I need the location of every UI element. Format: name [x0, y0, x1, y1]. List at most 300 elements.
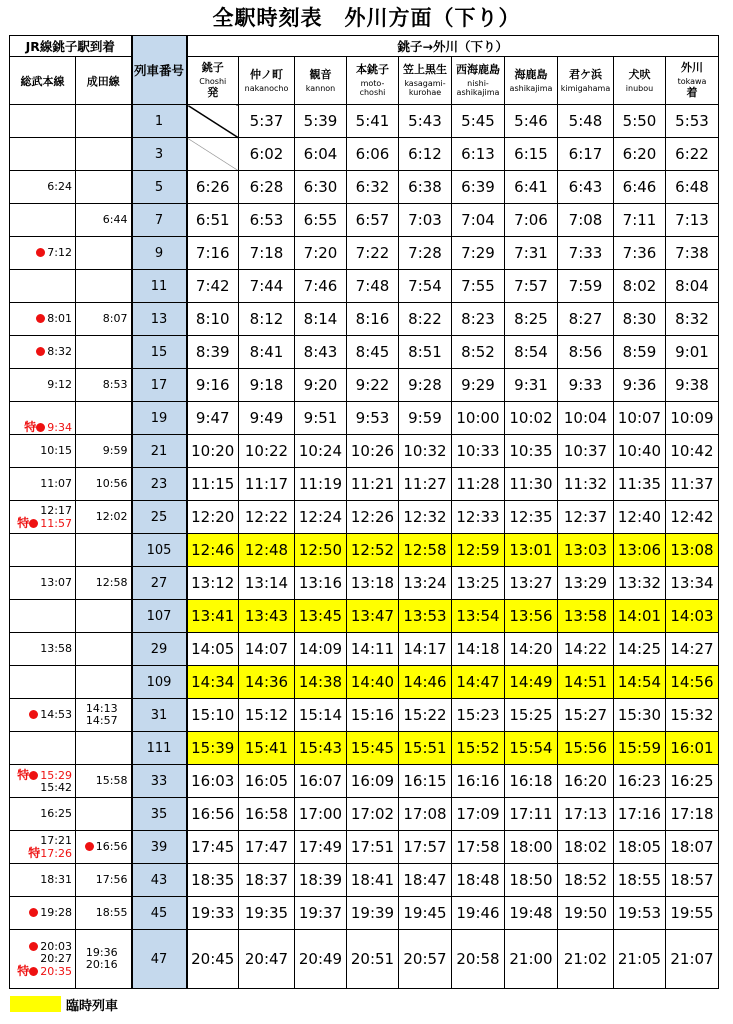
departure-time: 17:57: [399, 831, 452, 864]
departure-time: 8:27: [558, 303, 614, 336]
departure-time: 13:47: [347, 600, 399, 633]
arrival-time-text: 9:12: [47, 378, 72, 391]
departure-time: 12:50: [295, 534, 347, 567]
departure-time: 7:48: [347, 270, 399, 303]
table-row: [10, 501, 719, 534]
red-dot-icon: [36, 423, 45, 432]
table-row: [10, 864, 719, 897]
red-dot-icon: [29, 519, 38, 528]
arrival-time: [10, 808, 72, 820]
departure-time: 18:50: [505, 864, 558, 897]
departure-time: 7:03: [399, 204, 452, 237]
table-row: [10, 732, 719, 765]
station-name: 外川: [681, 61, 703, 74]
train-number: 7: [132, 204, 187, 237]
train-number-header: 列車番号: [132, 36, 187, 105]
departure-time: 7:04: [452, 204, 505, 237]
arrival-time-text: 6:24: [47, 180, 72, 193]
departure-time: 14:11: [347, 633, 399, 666]
limited-express-mark: 特: [17, 515, 30, 530]
table-row: [10, 534, 719, 567]
departure-time: 16:03: [187, 765, 239, 798]
departure-time: 14:17: [399, 633, 452, 666]
departure-time: 7:59: [558, 270, 614, 303]
departure-time: 7:31: [505, 237, 558, 270]
limited-express-mark: 特: [17, 963, 30, 978]
train-number: 9: [132, 237, 187, 270]
train-number: 35: [132, 798, 187, 831]
table-row: [10, 105, 719, 138]
departure-time: 19:35: [239, 897, 295, 930]
departure-time: 13:29: [558, 567, 614, 600]
departure-time: 13:43: [239, 600, 295, 633]
departure-time: 14:51: [558, 666, 614, 699]
table-row: [10, 402, 719, 435]
departure-time: 16:07: [295, 765, 347, 798]
departure-time: 6:43: [558, 171, 614, 204]
station-name: 本銚子: [356, 63, 389, 76]
arrival-time: [76, 907, 128, 919]
departure-time: 13:54: [452, 600, 505, 633]
departure-time: 18:37: [239, 864, 295, 897]
station-romaji: moto- choshi: [359, 79, 386, 97]
departure-time: 14:25: [614, 633, 666, 666]
departure-time: 9:31: [505, 369, 558, 402]
station-name: 観音: [309, 67, 332, 81]
departure-time: 10:33: [452, 435, 505, 468]
arrival-time-text: 17:26: [40, 846, 72, 860]
departure-time: 11:30: [505, 468, 558, 501]
arrival-time: [76, 478, 128, 490]
departure-time: 13:16: [295, 567, 347, 600]
departure-time: 20:58: [452, 930, 505, 989]
departure-time: 18:41: [347, 864, 399, 897]
sobu-arrival-cell: [10, 765, 76, 798]
table-row: [10, 930, 719, 989]
sobu-arrival-cell: [10, 204, 76, 237]
departure-time: 17:09: [452, 798, 505, 831]
departure-time: 14:01: [614, 600, 666, 633]
departure-time: 9:49: [239, 402, 295, 435]
direction-header: 銚子→外川（下り）: [187, 36, 719, 57]
train-number: 39: [132, 831, 187, 864]
departure-time: 5:46: [505, 105, 558, 138]
departure-time: 14:54: [614, 666, 666, 699]
arrival-time: [76, 715, 128, 727]
arrival-time-text: 9:59: [102, 444, 128, 457]
departure-time: 8:54: [505, 336, 558, 369]
station-name: 海鹿島: [514, 67, 548, 81]
departure-time: 14:56: [666, 666, 719, 699]
station-header: [399, 57, 452, 105]
departure-time: 19:37: [295, 897, 347, 930]
narita-arrival-cell: [76, 633, 132, 666]
departure-time: 18:39: [295, 864, 347, 897]
departure-time: [187, 138, 239, 171]
departure-time: 7:28: [399, 237, 452, 270]
narita-arrival-cell: [76, 171, 132, 204]
departure-time: 7:06: [505, 204, 558, 237]
departure-time: 6:28: [239, 171, 295, 204]
train-number: 3: [132, 138, 187, 171]
red-dot-icon: [36, 314, 45, 323]
arrival-time-text: 12:17: [40, 503, 72, 517]
arrival-time: [10, 874, 72, 886]
arrival-time-text: 14:13: [85, 702, 118, 715]
red-dot-icon: [29, 771, 38, 780]
departure-time: 7:55: [452, 270, 505, 303]
departure-time: 15:41: [239, 732, 295, 765]
station-name: 銚子: [201, 61, 224, 74]
departure-time: 12:58: [399, 534, 452, 567]
departure-time: 14:22: [558, 633, 614, 666]
legend-label: 臨時列車: [66, 999, 119, 1014]
departure-time: 9:38: [666, 369, 719, 402]
train-number: 111: [132, 732, 187, 765]
departure-time: 19:45: [399, 897, 452, 930]
sobu-arrival-cell: [10, 666, 76, 699]
departure-time: 7:57: [505, 270, 558, 303]
departure-time: 7:38: [666, 237, 719, 270]
departure-time: 7:42: [187, 270, 239, 303]
narita-arrival-cell: [76, 600, 132, 633]
departure-time: 20:47: [239, 930, 295, 989]
train-number: 13: [132, 303, 187, 336]
arrival-time: [10, 643, 72, 655]
narita-arrival-cell: [76, 798, 132, 831]
station-romaji: inubou: [625, 83, 654, 93]
departure-time: 13:56: [505, 600, 558, 633]
red-dot-icon: [29, 908, 38, 917]
table-row: [10, 270, 719, 303]
departure-time: 16:18: [505, 765, 558, 798]
station-name: 君ケ浜: [569, 67, 602, 81]
station-header: [505, 57, 558, 105]
train-number: 15: [132, 336, 187, 369]
station-header: [452, 57, 505, 105]
departure-time: 7:29: [452, 237, 505, 270]
departure-time: 16:09: [347, 765, 399, 798]
arrival-time: [10, 478, 72, 490]
arrival-time-text: 15:42: [40, 780, 72, 794]
departure-time: 19:39: [347, 897, 399, 930]
departure-time: 7:11: [614, 204, 666, 237]
departure-time: 8:43: [295, 336, 347, 369]
train-number: 107: [132, 600, 187, 633]
train-number: 25: [132, 501, 187, 534]
departure-time: 19:55: [666, 897, 719, 930]
departure-time: 20:45: [187, 930, 239, 989]
arrival-time: [76, 511, 128, 523]
departure-time: 15:43: [295, 732, 347, 765]
station-romaji: kasagami- kurohae: [404, 79, 446, 97]
arrival-time-text: 17:56: [95, 873, 128, 886]
departure-time: 15:10: [187, 699, 239, 732]
departure-time: 6:53: [239, 204, 295, 237]
narita-arrival-cell: [76, 501, 132, 534]
departure-time: 15:12: [239, 699, 295, 732]
departure-time: 13:03: [558, 534, 614, 567]
departure-time: 10:35: [505, 435, 558, 468]
arrival-time-text: 16:56: [95, 840, 128, 853]
departure-time: 18:52: [558, 864, 614, 897]
departure-time: 9:51: [295, 402, 347, 435]
departure-time: 5:39: [295, 105, 347, 138]
departure-time: 8:25: [505, 303, 558, 336]
departure-time: 16:01: [666, 732, 719, 765]
departure-time: 21:05: [614, 930, 666, 989]
departure-time: 9:53: [347, 402, 399, 435]
station-header: [558, 57, 614, 105]
arrival-time-text: 20:16: [85, 958, 118, 971]
table-row: [10, 303, 719, 336]
departure-time: 21:02: [558, 930, 614, 989]
station-header: [295, 57, 347, 105]
departure-time: 19:53: [614, 897, 666, 930]
departure-time: 17:02: [347, 798, 399, 831]
departure-time: 17:13: [558, 798, 614, 831]
departure-time: 7:18: [239, 237, 295, 270]
arrival-time: [10, 782, 72, 794]
departure-time: 14:49: [505, 666, 558, 699]
sobu-arrival-cell: [10, 534, 76, 567]
departure-time: 11:15: [187, 468, 239, 501]
departure-time: 17:49: [295, 831, 347, 864]
departure-time: 15:25: [505, 699, 558, 732]
narita-arrival-cell: [76, 831, 132, 864]
departure-time: 13:45: [295, 600, 347, 633]
arrival-time-text: 13:58: [40, 642, 72, 655]
sobu-arrival-cell: [10, 237, 76, 270]
departure-time: 6:41: [505, 171, 558, 204]
sobu-arrival-cell: [10, 930, 76, 989]
departure-time: 6:12: [399, 138, 452, 171]
departure-time: 5:45: [452, 105, 505, 138]
departure-time: 10:20: [187, 435, 239, 468]
departure-time: 16:23: [614, 765, 666, 798]
departure-time: 18:55: [614, 864, 666, 897]
narita-arrival-cell: [76, 666, 132, 699]
departure-time: 12:24: [295, 501, 347, 534]
red-dot-icon: [36, 248, 45, 257]
departure-time: 13:34: [666, 567, 719, 600]
departure-time: 15:23: [452, 699, 505, 732]
arrival-time: [10, 965, 72, 978]
station-name: 犬吠: [628, 67, 651, 81]
train-number: 23: [132, 468, 187, 501]
narita-arrival-cell: [76, 864, 132, 897]
arrival-time-text: 6:44: [102, 213, 128, 226]
departure-time: 12:32: [399, 501, 452, 534]
departure-time: 8:51: [399, 336, 452, 369]
departure-time: 9:33: [558, 369, 614, 402]
arrival-time-text: 10:56: [95, 477, 128, 490]
departure-time: 17:47: [239, 831, 295, 864]
arrival-time-text: 17:21: [40, 833, 72, 847]
departure-time: 8:52: [452, 336, 505, 369]
arrival-time-text: 12:02: [95, 510, 128, 523]
arrival-time: [76, 874, 128, 886]
departure-time: 11:27: [399, 468, 452, 501]
departure-time: 13:58: [558, 600, 614, 633]
train-number: 27: [132, 567, 187, 600]
station-header: [187, 57, 239, 105]
arrival-time: [10, 709, 72, 721]
arrival-time: [10, 247, 72, 259]
train-number: 43: [132, 864, 187, 897]
arrival-time-text: 14:57: [85, 714, 118, 727]
departure-time: 13:41: [187, 600, 239, 633]
departure-time: 14:34: [187, 666, 239, 699]
departure-time: 12:20: [187, 501, 239, 534]
limited-express-mark: 特: [17, 767, 30, 782]
sobu-arrival-cell: [10, 336, 76, 369]
departure-time: 13:14: [239, 567, 295, 600]
departure-time: 11:32: [558, 468, 614, 501]
arrival-time-text: 7:12: [47, 246, 72, 259]
narita-line-header: 成田線: [76, 57, 132, 105]
departure-time: 6:38: [399, 171, 452, 204]
departure-time: 5:41: [347, 105, 399, 138]
arrival-time-text: 19:36: [85, 946, 118, 959]
departure-time: 16:05: [239, 765, 295, 798]
departure-time: 14:03: [666, 600, 719, 633]
sobu-arrival-cell: [10, 732, 76, 765]
departure-time: 11:21: [347, 468, 399, 501]
arrival-time-text: 8:32: [47, 345, 72, 358]
departure-time: 11:35: [614, 468, 666, 501]
narita-arrival-cell: [76, 303, 132, 336]
arrival-time: [76, 445, 128, 457]
departure-time: 17:51: [347, 831, 399, 864]
sobu-arrival-cell: [10, 402, 76, 435]
departure-time: 18:48: [452, 864, 505, 897]
departure-time: 10:22: [239, 435, 295, 468]
red-dot-icon: [36, 347, 45, 356]
sobu-arrival-cell: [10, 468, 76, 501]
departure-time: 10:00: [452, 402, 505, 435]
arrival-time: [10, 577, 72, 589]
departure-time: 19:33: [187, 897, 239, 930]
departure-time: 10:24: [295, 435, 347, 468]
departure-time: 9:47: [187, 402, 239, 435]
departure-time: 14:18: [452, 633, 505, 666]
departure-time: 14:27: [666, 633, 719, 666]
departure-time: 6:32: [347, 171, 399, 204]
station-romaji: kannon: [305, 83, 336, 93]
sobu-arrival-cell: [10, 567, 76, 600]
arrival-time-text: 20:27: [40, 951, 72, 965]
station-header: [614, 57, 666, 105]
departure-time: 8:59: [614, 336, 666, 369]
departure-time: 17:16: [614, 798, 666, 831]
departure-time: 14:47: [452, 666, 505, 699]
departure-time: 18:02: [558, 831, 614, 864]
narita-arrival-cell: [76, 765, 132, 798]
arrival-time-text: 11:07: [40, 477, 72, 490]
arrival-time: [76, 775, 128, 787]
departure-time: 14:05: [187, 633, 239, 666]
sobu-arrival-cell: [10, 435, 76, 468]
table-row: [10, 336, 719, 369]
departure-time: 9:20: [295, 369, 347, 402]
departure-time: 10:37: [558, 435, 614, 468]
departure-time: 18:05: [614, 831, 666, 864]
page-title: 全駅時刻表 外川方面（下り）: [212, 6, 521, 30]
departure-time: 12:37: [558, 501, 614, 534]
departure-time: 7:36: [614, 237, 666, 270]
departure-time: 6:02: [239, 138, 295, 171]
arrival-time: [10, 313, 72, 325]
narita-arrival-cell: [76, 732, 132, 765]
timetable: [9, 35, 719, 989]
sobu-arrival-cell: [10, 831, 76, 864]
arrival-time: [10, 346, 72, 358]
arrival-time-text: 20:03: [40, 939, 72, 953]
table-row: [10, 600, 719, 633]
table-row: [10, 204, 719, 237]
departure-time: 14:38: [295, 666, 347, 699]
narita-arrival-cell: [76, 204, 132, 237]
sobu-arrival-cell: [10, 501, 76, 534]
station-romaji: kimigahama: [560, 83, 611, 93]
departure-time: 6:20: [614, 138, 666, 171]
departure-time: 9:01: [666, 336, 719, 369]
station-romaji: tokawa: [677, 77, 707, 86]
departure-time: 14:07: [239, 633, 295, 666]
arrival-time: [10, 517, 72, 530]
departure-time: 9:36: [614, 369, 666, 402]
arrival-time-text: 10:15: [40, 444, 72, 457]
departure-time: 8:39: [187, 336, 239, 369]
departure-time: 8:14: [295, 303, 347, 336]
train-number: 31: [132, 699, 187, 732]
departure-time: 10:26: [347, 435, 399, 468]
arrival-time: [10, 181, 72, 193]
table-row: [10, 567, 719, 600]
departure-time: 19:46: [452, 897, 505, 930]
narita-arrival-cell: [76, 336, 132, 369]
train-number: 29: [132, 633, 187, 666]
departure-time: 5:50: [614, 105, 666, 138]
departure-time: 6:04: [295, 138, 347, 171]
departure-time: 6:30: [295, 171, 347, 204]
station-suffix: 発: [207, 86, 219, 99]
departure-time: 11:17: [239, 468, 295, 501]
arrival-time-text: 18:31: [40, 873, 72, 886]
departure-time: 20:49: [295, 930, 347, 989]
departure-time: 12:33: [452, 501, 505, 534]
station-name: 仲ノ町: [250, 67, 283, 81]
narita-arrival-cell: [76, 534, 132, 567]
departure-time: 10:02: [505, 402, 558, 435]
table-row: [10, 435, 719, 468]
arrival-time-text: 19:28: [40, 906, 72, 919]
arrival-time-text: 18:55: [95, 906, 128, 919]
red-dot-icon: [29, 942, 38, 951]
departure-time: 12:46: [187, 534, 239, 567]
station-romaji: nishi- ashikajima: [456, 79, 500, 97]
departure-time: 13:06: [614, 534, 666, 567]
departure-time: 6:48: [666, 171, 719, 204]
sobu-arrival-cell: [10, 270, 76, 303]
departure-time: 7:20: [295, 237, 347, 270]
sobu-line-header: 総武本線: [10, 57, 76, 105]
departure-time: 7:33: [558, 237, 614, 270]
departure-time: 18:57: [666, 864, 719, 897]
departure-time: 6:17: [558, 138, 614, 171]
limited-express-mark: 特: [28, 845, 41, 860]
